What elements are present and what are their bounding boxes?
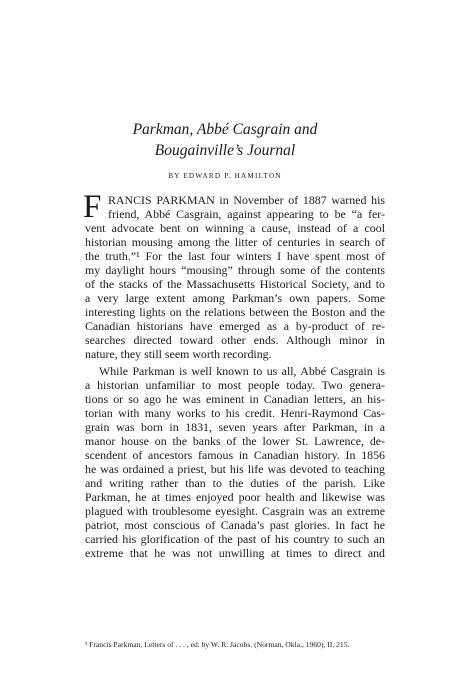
body-line: scendent of ancestors famous in Canadian history. In 1856 bbox=[85, 448, 385, 462]
body-line: extreme that he was not unwilling at times to direct and bbox=[85, 546, 385, 560]
body-line: carried his glorification of the past of his country to such an bbox=[85, 532, 385, 546]
article-title-line-1: Parkman, Abbé Casgrain and bbox=[132, 121, 318, 138]
body-line: plagued with troublesome eyesight. Casgrain was an extreme bbox=[85, 504, 385, 518]
body-line: While Parkman is well known to us all, Abbé Casgrain is bbox=[99, 364, 385, 378]
body-line: my daylight hours “mousing” through some of the contents bbox=[85, 263, 385, 277]
body-line: friend, Abbé Casgrain, against appearing to be “a fer- bbox=[108, 207, 385, 221]
body-line: the truth.”¹ For the last four winters I have spent most of bbox=[85, 249, 385, 263]
body-line: grain was born in 1831, seven years after Parkman, in a bbox=[85, 420, 385, 434]
drop-cap: F bbox=[83, 189, 102, 225]
body-line: a very large extent among Parkman’s own papers. Some bbox=[85, 291, 385, 305]
body-line: historian mousing among the litter of centuries in search of bbox=[85, 235, 385, 249]
body-line: tions or so ago he was eminent in Canadian letters, an his- bbox=[85, 392, 385, 406]
body-line: vent advocate bent on winning a cause, instead of a cool bbox=[85, 221, 385, 235]
body-line: and writing rather than to the duties of the parish. Like bbox=[85, 476, 385, 490]
author-byline: BY EDWARD P. HAMILTON bbox=[168, 172, 282, 180]
article-title-line-2: Bougainville’s Journal bbox=[154, 142, 296, 159]
body-line: nature, they still seem worth recording. bbox=[85, 347, 272, 361]
body-line: Canadian historians have emerged as a by-product of re- bbox=[85, 319, 385, 333]
body-line: of the stacks of the Massachusetts Historical Society, and to bbox=[85, 277, 385, 291]
body-line: he was ordained a priest, but his life was devoted to teaching bbox=[85, 462, 385, 476]
body-line: patriot, most conscious of Canada’s past glories. In fact he bbox=[85, 518, 385, 532]
body-line: interesting lights on the relations between the Boston and the bbox=[85, 305, 385, 319]
body-line: a historian unfamiliar to most people today. Two genera- bbox=[85, 378, 385, 392]
body-line: RANCIS PARKMAN in November of 1887 warned his bbox=[108, 193, 385, 207]
body-line: Parkman, he at times enjoyed poor health and likewise was bbox=[85, 490, 385, 504]
body-line: manor house on the banks of the lower St. Lawrence, de- bbox=[85, 434, 385, 448]
footnote: ¹ Francis Parkman, Letters of . . . , ed. by W. R. Jacobs. (Norman, Okla., 1960), II, 215. bbox=[85, 640, 350, 649]
body-line: searches directed toward other ends. Although minor in bbox=[85, 333, 385, 347]
body-line: torian with many works to his credit. Henri-Raymond Cas- bbox=[85, 406, 385, 420]
